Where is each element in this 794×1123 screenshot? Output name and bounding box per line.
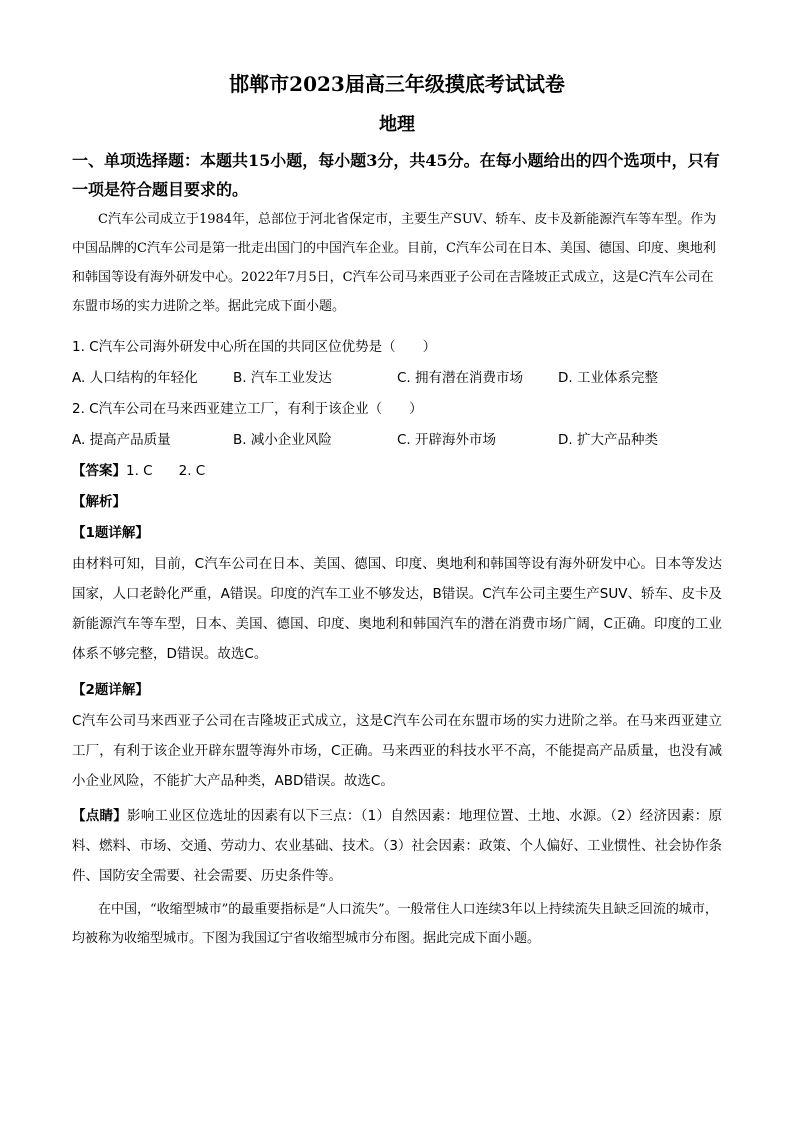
tip-text: 影响工业区位选址的因素有以下三点：（1）自然因素：地理位置、土地、水源。（2）经济因素：原料、燃料、市场、交通、劳动力、农业基础、技术。（3）社会因素：政策、个人偏好、工业惯性、社会协作条件、国防安全需要、社会需要、历史条件等。: [72, 808, 722, 884]
subject-title: 地理: [379, 114, 415, 135]
material-passage-1: C汽车公司成立于1984年，总部位于河北省保定市，主要生产SUV、轿车、皮卡及新能源汽车等车型。作为中国品牌的C汽车公司是第一批走出国门的中国汽车企业。目前，C汽车公司在日本、美国、德国、印度、奥地利和韩国等设有海外研发中心。2022年7月5日，C汽车公司马来西亚子公司在吉隆坡正式成立，这是C汽车公司在东盟市场的实力进阶之举。据此完成下面小题。: [72, 212, 717, 314]
q1-option-a[interactable]: A. 人口结构的年轻化: [72, 370, 198, 386]
answer-label: 【答案】: [72, 463, 126, 479]
section-heading: 一、单项选择题：本题共15小题，每小题3分，共45分。在每小题给出的四个选项中，只有一项是符合题目要求的。: [72, 151, 720, 199]
material-passage-2: 在中国，“收缩型城市”的最重要指标是“人口流失”。一般常住人口连续3年以上持续流失且缺乏回流的城市，均被称为收缩型城市。下图为我国辽宁省收缩型城市分布图。据此完成下面小题。: [72, 902, 718, 946]
question-2-options: [72, 425, 722, 455]
detail-1-text: 由材料可知，目前，C汽车公司在日本、美国、德国、印度、奥地利和韩国等设有海外研发中心。日本等发达国家，人口老龄化严重，A错误。印度的汽车工业不够发达，B错误。C汽车公司主要生产SUV、轿车、皮卡及新能源汽车等车型，日本、美国、德国、印度、奥地利和韩国汽车的潜在消费市场广阔，C正确。印度的工业体系不够完整，D错误。故选C。: [72, 556, 722, 662]
q1-option-b[interactable]: B. 汽车工业发达: [233, 370, 332, 386]
q2-option-a[interactable]: A. 提高产品质量: [72, 432, 171, 448]
tip-paragraph: [72, 801, 722, 891]
detail-1-label: 【1题详解】: [72, 525, 149, 541]
tip-label: 【点睛】: [72, 808, 127, 824]
q2-option-d[interactable]: D. 扩大产品种类: [558, 432, 658, 448]
question-2-stem: 2. C汽车公司在马来西亚建立工厂，有利于该企业（ ）: [72, 401, 423, 417]
page-title: 邯郸市2023届高三年级摸底考试试卷: [229, 72, 565, 96]
answer-2: 2. C: [178, 463, 206, 479]
detail-2-label: 【2题详解】: [72, 682, 149, 698]
q1-option-d[interactable]: D. 工业体系完整: [558, 370, 658, 386]
q2-option-b[interactable]: B. 减小企业风险: [233, 432, 332, 448]
answer-1: 1. C: [126, 463, 153, 479]
answer-line: [72, 456, 722, 486]
question-1-stem: 1. C汽车公司海外研发中心所在国的共同区位优势是（ ）: [72, 339, 437, 355]
analysis-label: 【解析】: [72, 494, 126, 510]
q2-option-c[interactable]: C. 开辟海外市场: [397, 432, 497, 448]
q1-option-c[interactable]: C. 拥有潜在消费市场: [397, 370, 524, 386]
detail-2-text: C汽车公司马来西亚子公司在吉隆坡正式成立，这是C汽车公司在东盟市场的实力进阶之举。在马来西亚建立工厂，有利于该企业开辟东盟等海外市场，C正确。马来西亚的科技水平不高，不能提高产品质量，也没有减小企业风险，不能扩大产品种类，ABD错误。故选C。: [72, 713, 722, 789]
question-1-options: [72, 363, 722, 393]
